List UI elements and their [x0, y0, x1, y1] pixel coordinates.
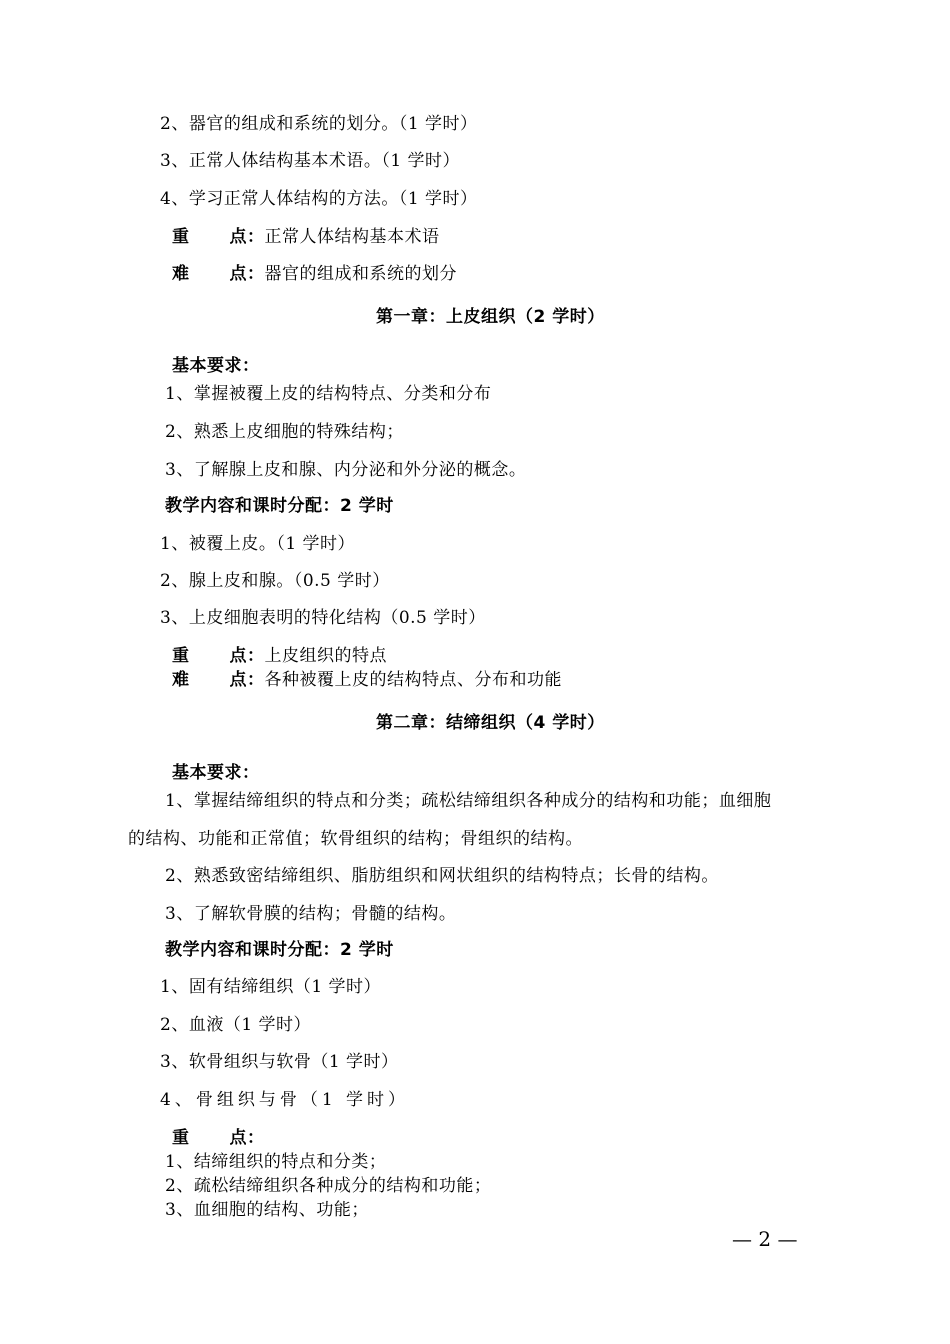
ch2-key-item: 3、血细胞的结构、功能； — [165, 1200, 369, 1220]
ch2-key-point — [172, 1127, 265, 1149]
ch1-item: 3、上皮细胞表明的特化结构（0.5 学时） — [160, 608, 486, 628]
key-point-text: 上皮组织的特点 — [264, 646, 387, 666]
ch2-item: 2、血液（1 学时） — [160, 1015, 312, 1035]
chapter-2-title: 第二章：结缔组织（4 学时） — [376, 713, 605, 733]
intro-item: 2、器官的组成和系统的划分。（1 学时） — [160, 114, 478, 134]
ch1-difficulty — [172, 669, 562, 691]
difficulty-label-a: 难 — [172, 670, 190, 690]
intro-key-point — [172, 226, 440, 248]
key-point-label-a: 重 — [172, 227, 190, 247]
difficulty-label-b: 点： — [229, 670, 265, 690]
ch2-item: 1、固有结缔组织（1 学时） — [160, 977, 382, 997]
ch1-allocation-heading: 教学内容和课时分配：2 学时 — [165, 496, 394, 516]
ch2-key-item: 2、疏松结缔组织各种成分的结构和功能； — [165, 1176, 492, 1196]
ch2-item: 4、骨组织与骨（1 学时） — [160, 1090, 410, 1110]
ch2-requirement-2: 2、熟悉致密结缔组织、脂肪组织和网状组织的结构特点；长骨的结构。 — [165, 866, 719, 886]
ch2-item: 3、软骨组织与软骨（1 学时） — [160, 1052, 399, 1072]
key-point-label-a: 重 — [172, 646, 190, 666]
difficulty-label-a: 难 — [172, 264, 190, 284]
difficulty-text: 各种被覆上皮的结构特点、分布和功能 — [264, 670, 562, 690]
ch1-requirement: 3、了解腺上皮和腺、内分泌和外分泌的概念。 — [165, 460, 527, 480]
ch2-requirement-1-line-1: 1、掌握结缔组织的特点和分类；疏松结缔组织各种成分的结构和功能；血细胞 — [165, 791, 772, 811]
key-point-label-a: 重 — [172, 1128, 190, 1148]
intro-item: 4、学习正常人体结构的方法。（1 学时） — [160, 189, 478, 209]
key-point-text: 正常人体结构基本术语 — [264, 227, 440, 247]
difficulty-label-b: 点： — [229, 264, 265, 284]
ch1-item: 1、被覆上皮。（1 学时） — [160, 534, 356, 554]
key-point-label-b: 点： — [229, 1128, 265, 1148]
intro-item: 3、正常人体结构基本术语。（1 学时） — [160, 151, 461, 171]
page-number: — 2 — — [732, 1227, 798, 1251]
key-point-label-b: 点： — [229, 227, 265, 247]
ch2-allocation-heading: 教学内容和课时分配：2 学时 — [165, 940, 394, 960]
ch2-requirements-heading: 基本要求： — [172, 763, 260, 783]
ch1-requirement: 2、熟悉上皮细胞的特殊结构； — [165, 422, 404, 442]
key-point-label-b: 点： — [229, 646, 265, 666]
difficulty-text: 器官的组成和系统的划分 — [264, 264, 457, 284]
chapter-1-title: 第一章：上皮组织（2 学时） — [376, 307, 605, 327]
ch1-requirement: 1、掌握被覆上皮的结构特点、分类和分布 — [165, 384, 492, 404]
ch2-key-item: 1、结缔组织的特点和分类； — [165, 1152, 387, 1172]
ch1-key-point — [172, 645, 387, 667]
intro-difficulty — [172, 263, 457, 285]
ch1-item: 2、腺上皮和腺。（0.5 学时） — [160, 571, 390, 591]
ch2-requirement-3: 3、了解软骨膜的结构；骨髓的结构。 — [165, 904, 457, 924]
ch2-requirement-1-line-2: 的结构、功能和正常值；软骨组织的结构；骨组织的结构。 — [128, 829, 583, 849]
ch1-requirements-heading: 基本要求： — [172, 356, 260, 376]
